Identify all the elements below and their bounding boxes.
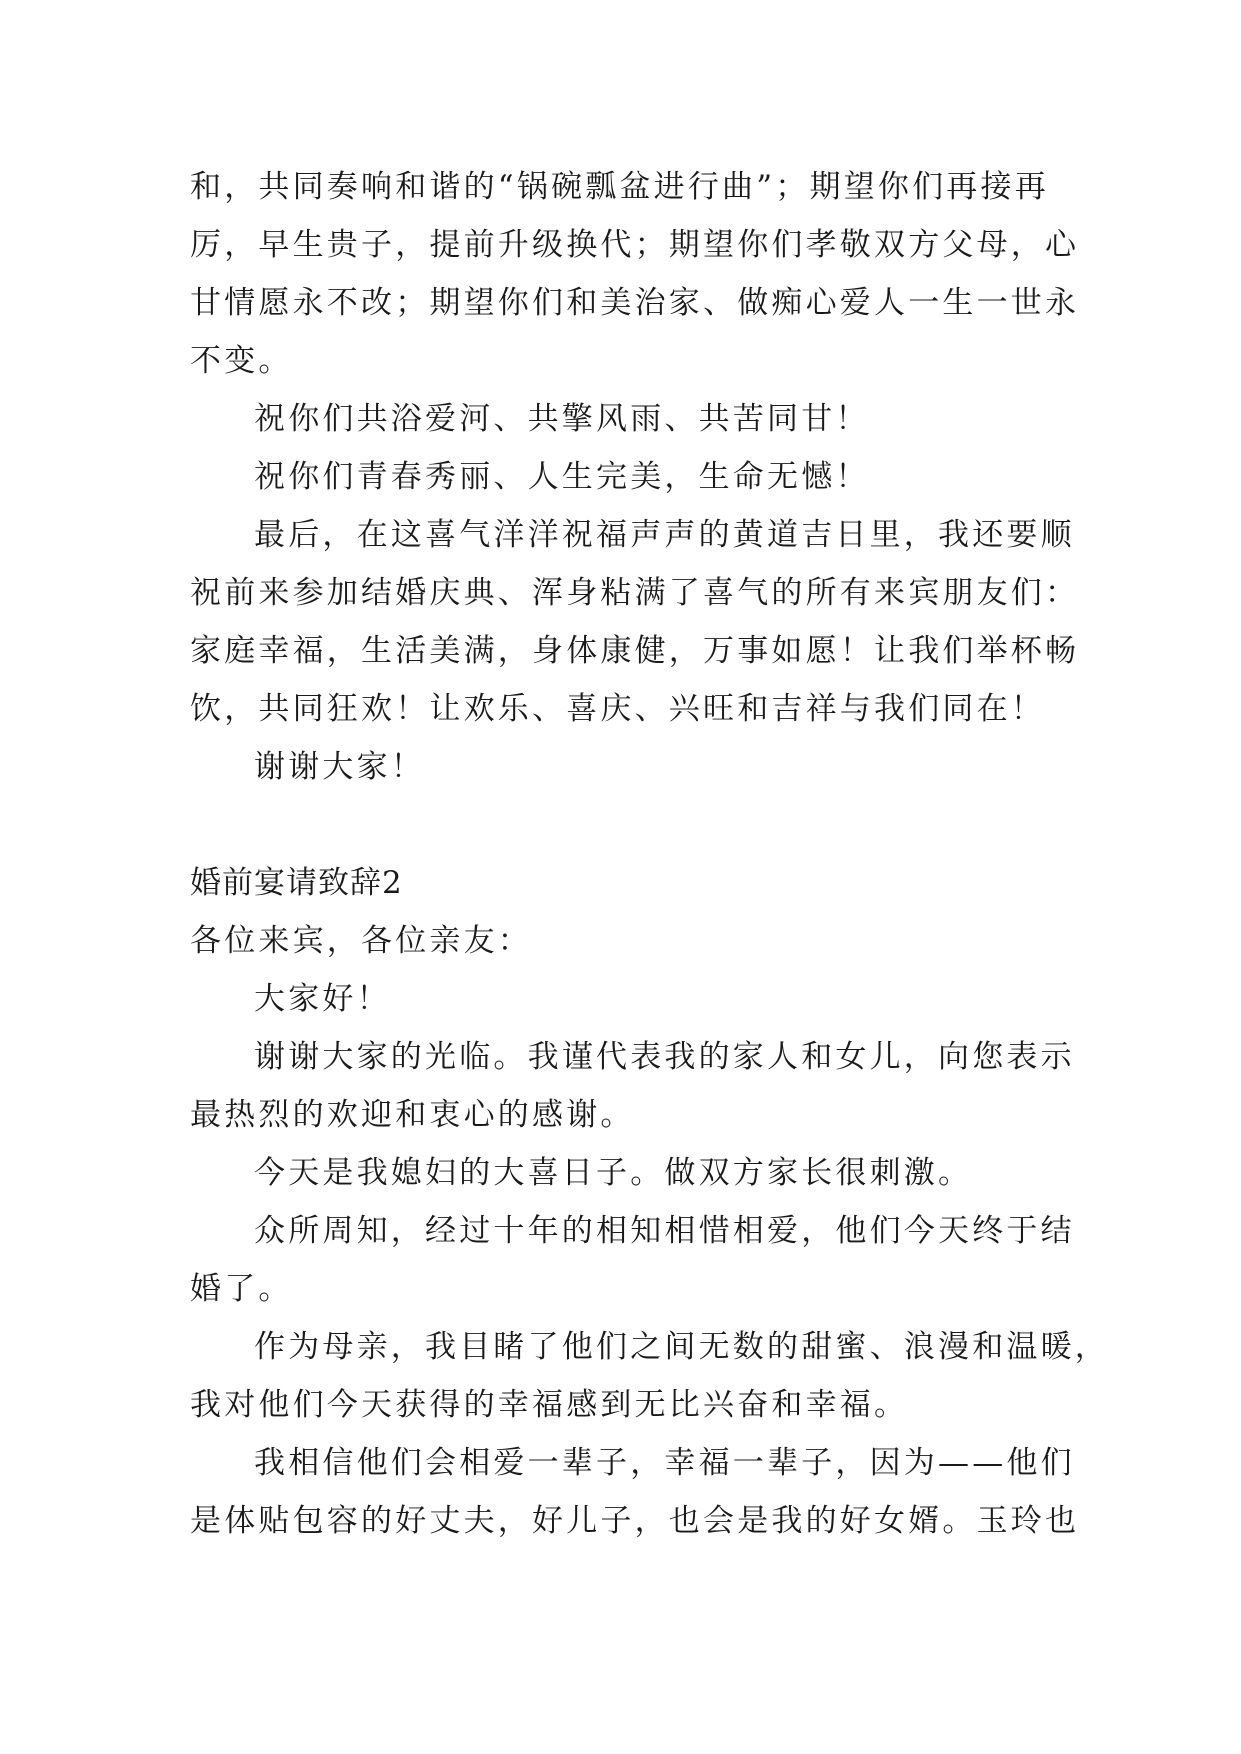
text-line: 作为母亲，我目睹了他们之间无数的甜蜜、浪漫和温暖， [254, 1329, 1109, 1365]
wish-line: 祝你们青春秀丽、人生完美，生命无憾！ [254, 459, 870, 495]
greeting: 大家好！ [254, 981, 391, 1017]
text-line: 和，共同奏响和谐的“锅碗瓢盆进行曲”；期望你们再接再 [190, 169, 1049, 205]
wish-line: 祝你们共浴爱河、共擎风雨、共苦同甘！ [254, 401, 870, 437]
text-line: 谢谢大家的光临。我谨代表我的家人和女儿，向您表示 [254, 1039, 1075, 1075]
text-line: 甘情愿永不改；期望你们和美治家、做痴心爱人一生一世永 [190, 285, 1080, 321]
thanks-line: 谢谢大家！ [254, 749, 425, 785]
text-line: 最后，在这喜气洋洋祝福声声的黄道吉日里，我还要顺 [254, 517, 1075, 553]
text-line: 众所周知，经过十年的相知相惜相爱，他们今天终于结 [254, 1213, 1075, 1249]
text-line: 是体贴包容的好丈夫，好儿子，也会是我的好女婿。玉玲也 [190, 1503, 1080, 1539]
text-line: 我相信他们会相爱一辈子，幸福一辈子，因为——他们 [254, 1445, 1075, 1481]
text-line: 饮，共同狂欢！让欢乐、喜庆、兴旺和吉祥与我们同在！ [190, 691, 1045, 727]
document-body [190, 158, 1109, 1550]
text-line: 不变。 [190, 343, 293, 379]
text-line: 厉，早生贵子，提前升级换代；期望你们孝敬双方父母，心 [190, 227, 1080, 263]
text-line: 最热烈的欢迎和衷心的感谢。 [190, 1097, 635, 1133]
salutation: 各位来宾，各位亲友： [190, 923, 532, 959]
text-line: 今天是我媳妇的大喜日子。做双方家长很刺激。 [254, 1155, 973, 1191]
text-line: 婚了。 [190, 1271, 293, 1307]
text-line: 我对他们今天获得的幸福感到无比兴奋和幸福。 [190, 1387, 909, 1423]
text-line: 家庭幸福，生活美满，身体康健，万事如愿！让我们举杯畅 [190, 633, 1080, 669]
section-title: 婚前宴请致辞2 [190, 865, 403, 901]
text-line: 祝前来参加结婚庆典、浑身粘满了喜气的所有来宾朋友们： [190, 575, 1080, 611]
section-spacer [190, 796, 1065, 854]
